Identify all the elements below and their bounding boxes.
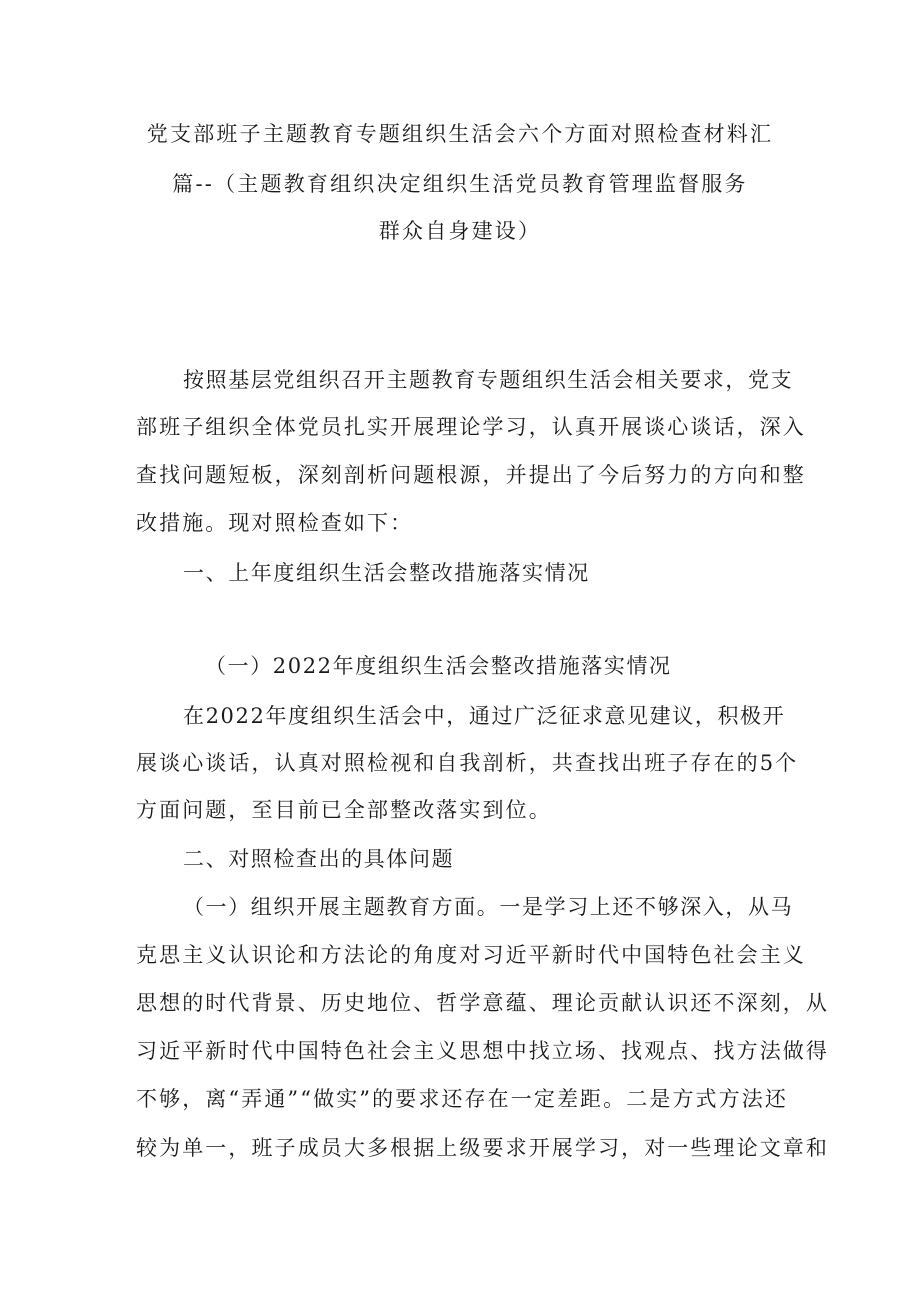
section1-para-line-3: 方面问题，至目前已全部整改落实到位。 [136,798,552,822]
section2-para-line-5: 不够，离“弄通”“做实”的要求还存在一定差距。二是方式方法还 [136,1087,788,1111]
section2-para-line-3: 思想的时代背景、历史地位、哲学意蕴、理论贡献认识还不深刻，从 [136,991,829,1015]
section2-para-line-2: 克思主义认识论和方法论的角度对习近平新时代中国特色社会主义 [136,943,806,967]
document-title-line-1: 党支部班子主题教育专题组织生活会六个方面对照检查材料汇 [146,122,774,146]
intro-line-3: 查找问题短板，深刻剖析问题根源，并提出了今后努力的方向和整 [136,463,806,487]
document-title-line-2: 篇--（主题教育组织决定组织生活党员教育管理监督服务 [172,172,748,196]
section2-para-line-1: （一）组织开展主题教育方面。一是学习上还不够深入，从马 [183,895,794,919]
intro-line-2: 部班子组织全体党员扎实开展理论学习，认真开展谈心谈话，深入 [136,415,806,439]
section1-sub-heading: （一）2022年度组织生活会整改措施落实情况 [205,654,672,678]
intro-line-4: 改措施。现对照检查如下： [136,511,414,535]
section1-para-line-2: 展谈心谈话，认真对照检视和自我剖析，共查找出班子存在的5个 [136,751,799,775]
intro-line-1: 按照基层党组织召开主题教育专题组织生活会相关要求，党支 [183,368,794,392]
document-title-line-3: 群众自身建设） [378,219,542,243]
section1-para-line-1: 在2022年度组织生活会中，通过广泛征求意见建议，积极开 [183,704,786,728]
section2-para-line-4: 习近平新时代中国特色社会主义思想中找立场、找观点、找方法做得 [136,1039,829,1063]
section2-para-line-6: 较为单一，班子成员大多根据上级要求开展学习，对一些理论文章和 [136,1136,829,1160]
section1-heading: 一、上年度组织生活会整改措施落实情况 [183,561,590,585]
section2-heading: 二、对照检查出的具体问题 [183,847,455,871]
